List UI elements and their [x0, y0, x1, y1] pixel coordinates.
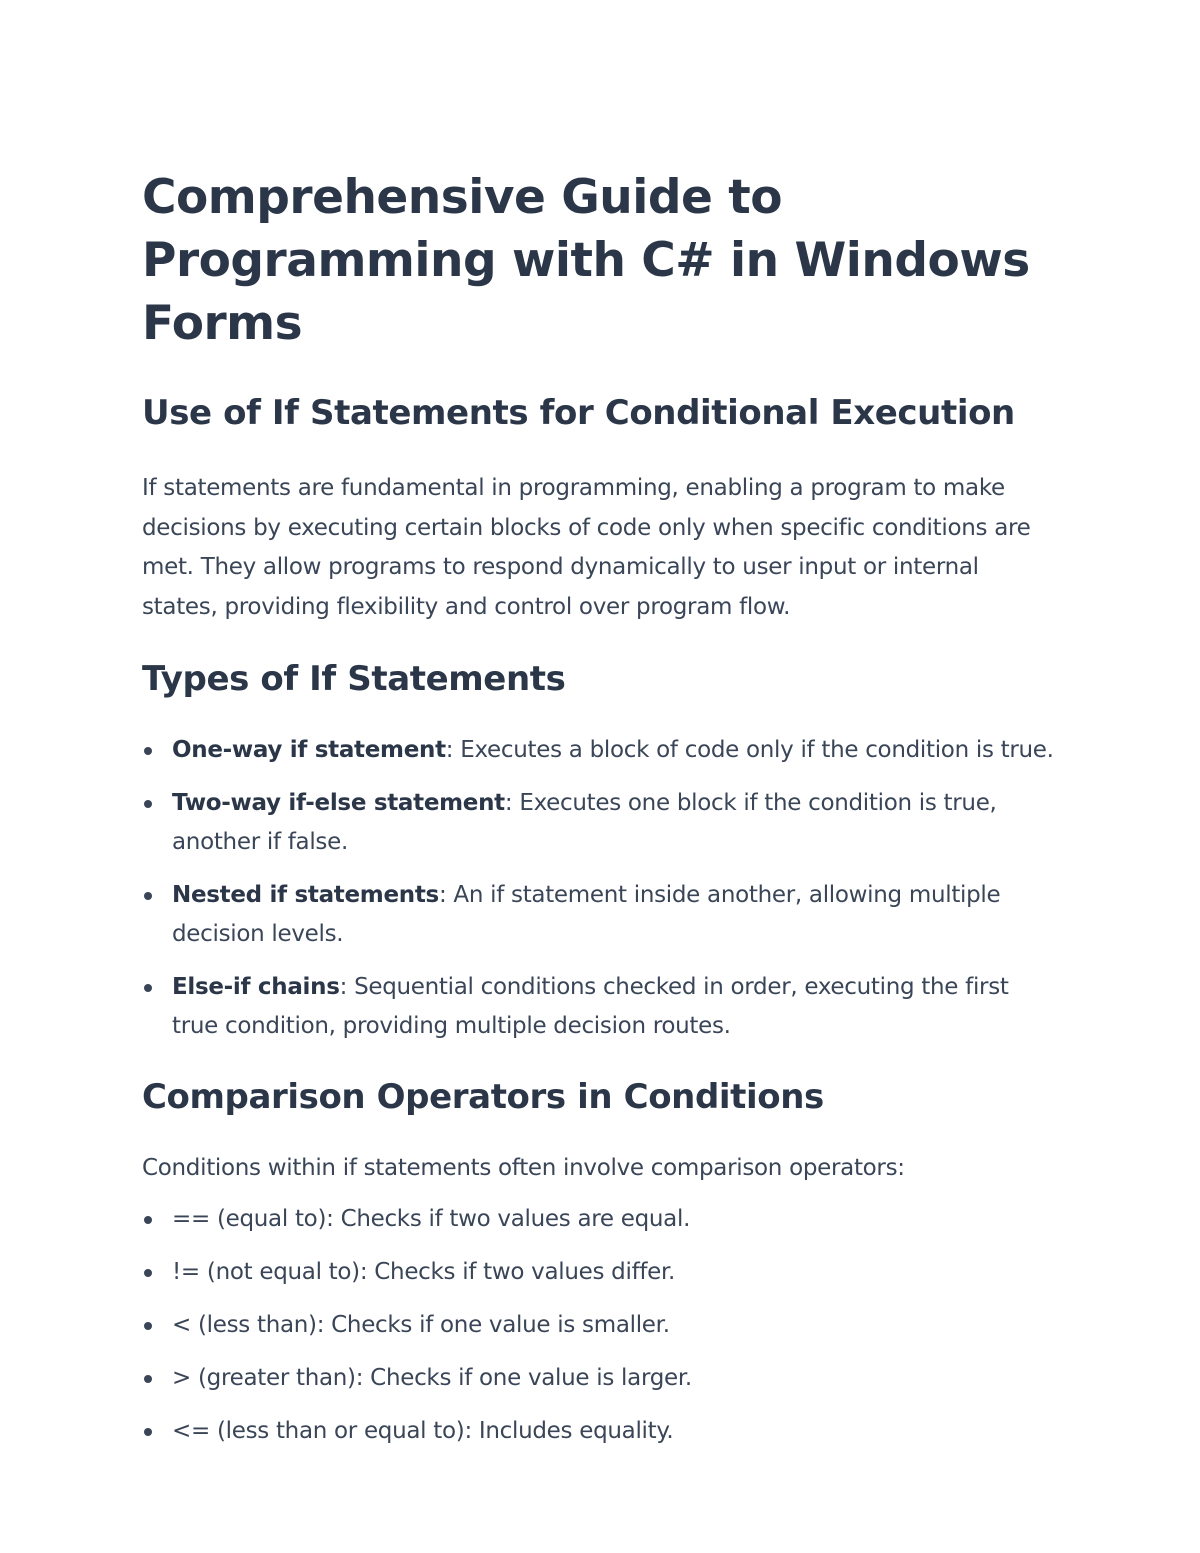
bullet-icon [144, 1216, 152, 1224]
list-item-desc: : Executes one block if the condition is true, another if false. [172, 789, 997, 855]
list-item [142, 1306, 1060, 1346]
operators-list [142, 1200, 1060, 1452]
bullet-icon [144, 892, 152, 900]
bullet-icon [144, 747, 152, 755]
list-item-desc: : Executes a block of code only if the condition is true. [445, 737, 1054, 763]
section-heading-types: Types of If Statements [142, 659, 566, 699]
list-item-term: Else-if chains [172, 973, 340, 1000]
list-item-text: == (equal to): Checks if two values are equal. [172, 1206, 691, 1232]
document-title: Comprehensive Guide to Programming with C# in Windows Forms [142, 170, 1030, 351]
bullet-icon [144, 1428, 152, 1436]
section-heading-comparison-operators: Comparison Operators in Conditions [142, 1076, 824, 1117]
list-item [142, 968, 1060, 1047]
list-item-text: != (not equal to): Checks if two values differ. [172, 1259, 676, 1285]
list-item-desc: : Sequential conditions checked in order, executing the first true condition, providing multiple decision routes. [172, 973, 1009, 1039]
list-item [142, 876, 1060, 955]
list-item [142, 1359, 1060, 1399]
section-heading-if-statements: Use of If Statements for Conditional Execution [142, 393, 1015, 433]
bullet-icon [144, 800, 152, 808]
section-paragraph-if-statements: If statements are fundamental in programming, enabling a program to make decisions by executing certain blocks of code only when specific conditions are met. They allow programs to respond dynamically to user input or internal states, providing flexibility and control over program flow. [142, 475, 1031, 620]
types-list [142, 731, 1060, 1047]
list-item-text: <= (less than or equal to): Includes equality. [172, 1418, 674, 1444]
list-item [142, 1200, 1060, 1240]
section-intro-comparison-operators: Conditions within if statements often involve comparison operators: [142, 1154, 905, 1181]
list-item-term: Nested if statements [172, 881, 439, 908]
bullet-icon [144, 984, 152, 992]
bullet-icon [144, 1322, 152, 1330]
list-item-term: One-way if statement [172, 737, 446, 763]
list-item [142, 731, 1060, 771]
list-item-text: > (greater than): Checks if one value is larger. [172, 1365, 692, 1391]
bullet-icon [144, 1375, 152, 1383]
list-item-text: < (less than): Checks if one value is smaller. [172, 1312, 670, 1338]
list-item [142, 1253, 1060, 1293]
list-item-term: Two-way if-else statement [172, 789, 505, 816]
list-item [142, 1412, 1060, 1452]
list-item-desc: : An if statement inside another, allowing multiple decision levels. [172, 881, 1001, 947]
bullet-icon [144, 1269, 152, 1277]
list-item [142, 784, 1060, 863]
